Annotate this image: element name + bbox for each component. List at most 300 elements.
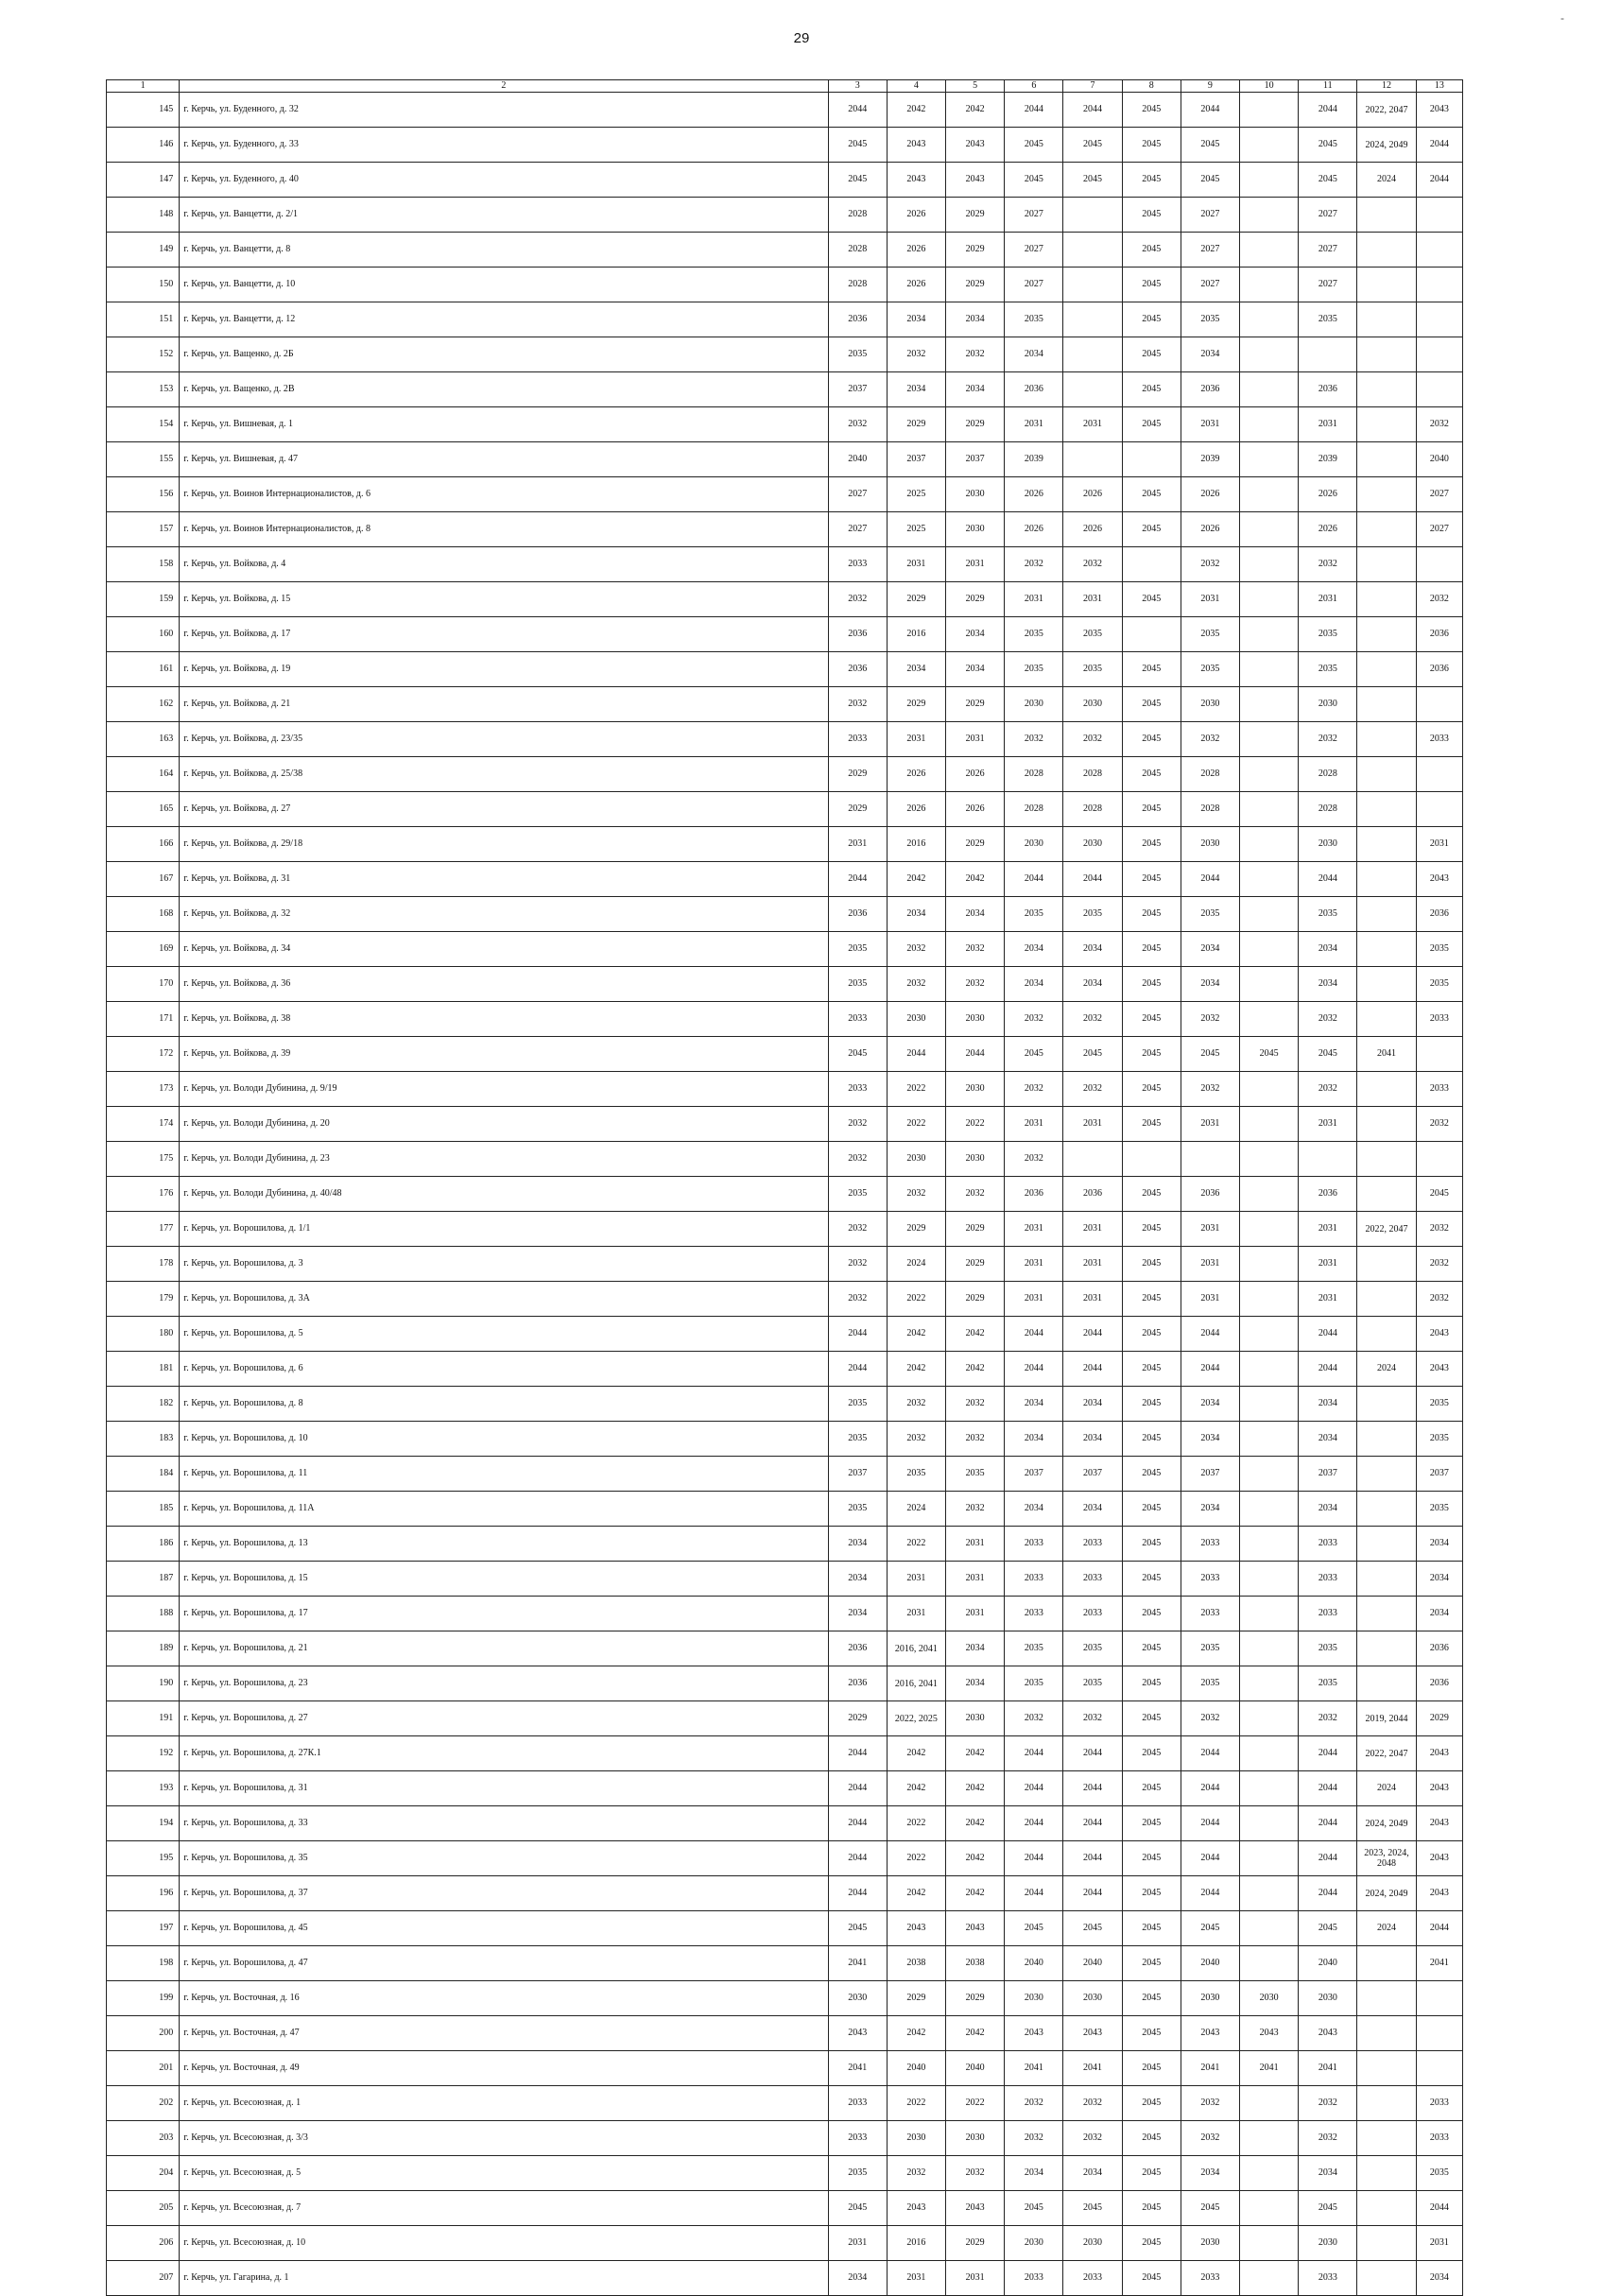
year-cell: 2045	[828, 2191, 887, 2226]
row-number-cell: 197	[107, 1911, 180, 1946]
year-cell: 2032	[946, 1177, 1005, 1212]
year-cell: 2035	[828, 1492, 887, 1527]
year-cell: 2045	[1122, 1457, 1181, 1492]
year-cell: 2019, 2044	[1357, 1701, 1416, 1736]
table-row	[107, 547, 1463, 582]
year-cell: 2031	[946, 1562, 1005, 1597]
year-cell: 2040	[1299, 1946, 1357, 1981]
year-cell: 2035	[1181, 1666, 1239, 1701]
table-row	[107, 897, 1463, 932]
year-cell: 2026	[1299, 512, 1357, 547]
year-cell: 2045	[1122, 1806, 1181, 1841]
year-cell: 2035	[1299, 1666, 1357, 1701]
table-row	[107, 407, 1463, 442]
address-cell: г. Керчь, ул. Ворошилова, д. 10	[180, 1422, 828, 1457]
year-cell: 2045	[1122, 163, 1181, 198]
year-cell: 2033	[828, 2086, 887, 2121]
year-cell: 2044	[1005, 1841, 1063, 1876]
address-cell: г. Керчь, ул. Ворошилова, д. 23	[180, 1666, 828, 1701]
year-cell: 2028	[1005, 757, 1063, 792]
year-cell	[1122, 442, 1181, 477]
year-cell: 2032	[1181, 2121, 1239, 2156]
year-cell: 2044	[887, 1037, 945, 1072]
year-cell: 2032	[1005, 547, 1063, 582]
year-cell: 2032	[1299, 547, 1357, 582]
year-cell	[1240, 1736, 1299, 1771]
year-cell: 2040	[1416, 442, 1462, 477]
year-cell: 2030	[946, 1072, 1005, 1107]
year-cell: 2027	[1005, 268, 1063, 302]
year-cell: 2044	[1299, 1771, 1357, 1806]
year-cell: 2032	[1416, 407, 1462, 442]
year-cell: 2029	[946, 1247, 1005, 1282]
year-cell	[1357, 1072, 1416, 1107]
address-cell: г. Керчь, ул. Войкова, д. 19	[180, 652, 828, 687]
year-cell: 2028	[828, 233, 887, 268]
year-cell: 2034	[1063, 967, 1122, 1002]
year-cell: 2034	[1181, 932, 1239, 967]
year-cell	[1240, 407, 1299, 442]
table-row	[107, 372, 1463, 407]
year-cell: 2032	[1005, 2121, 1063, 2156]
table-row	[107, 2121, 1463, 2156]
year-cell: 2045	[1122, 1282, 1181, 1317]
year-cell: 2031	[946, 1527, 1005, 1562]
address-cell: г. Керчь, ул. Ващенко, д. 2В	[180, 372, 828, 407]
year-cell: 2045	[1063, 163, 1122, 198]
table-row	[107, 1072, 1463, 1107]
year-cell: 2042	[946, 1841, 1005, 1876]
year-cell: 2044	[1063, 1841, 1122, 1876]
year-cell: 2032	[828, 1282, 887, 1317]
year-cell: 2034	[1005, 337, 1063, 372]
row-number-cell: 159	[107, 582, 180, 617]
year-cell: 2032	[1063, 547, 1122, 582]
year-cell: 2036	[1416, 652, 1462, 687]
year-cell: 2037	[887, 442, 945, 477]
table-row	[107, 792, 1463, 827]
year-cell: 2043	[946, 163, 1005, 198]
year-cell: 2034	[887, 372, 945, 407]
year-cell: 2034	[1299, 1492, 1357, 1527]
year-cell: 2042	[946, 2016, 1005, 2051]
year-cell	[1357, 792, 1416, 827]
year-cell: 2034	[1063, 932, 1122, 967]
year-cell	[1240, 512, 1299, 547]
column-header-1: 1	[107, 80, 180, 93]
year-cell: 2033	[1181, 1562, 1239, 1597]
year-cell: 2033	[1299, 1597, 1357, 1631]
year-cell	[1357, 1107, 1416, 1142]
year-cell: 2031	[1181, 1107, 1239, 1142]
year-cell	[1240, 1387, 1299, 1422]
year-cell: 2045	[1122, 1247, 1181, 1282]
year-cell	[1357, 1387, 1416, 1422]
row-number-cell: 175	[107, 1142, 180, 1177]
year-cell: 2045	[1122, 1212, 1181, 1247]
year-cell: 2030	[1005, 827, 1063, 862]
year-cell: 2026	[946, 792, 1005, 827]
year-cell	[1357, 2156, 1416, 2191]
address-cell: г. Керчь, ул. Вишневая, д. 47	[180, 442, 828, 477]
year-cell: 2034	[946, 617, 1005, 652]
year-cell	[1240, 1701, 1299, 1736]
year-cell: 2044	[1063, 1876, 1122, 1911]
year-cell: 2031	[828, 827, 887, 862]
year-cell: 2045	[1122, 1981, 1181, 2016]
year-cell: 2044	[1299, 1841, 1357, 1876]
year-cell	[1240, 1422, 1299, 1457]
address-cell: г. Керчь, ул. Ворошилова, д. 6	[180, 1352, 828, 1387]
table-row	[107, 932, 1463, 967]
year-cell	[1240, 128, 1299, 163]
year-cell: 2045	[1122, 1177, 1181, 1212]
table-body	[107, 93, 1463, 2296]
year-cell	[1357, 1666, 1416, 1701]
year-cell: 2044	[1299, 1317, 1357, 1352]
year-cell: 2032	[1005, 1142, 1063, 1177]
year-cell	[1357, 407, 1416, 442]
year-cell: 2029	[887, 687, 945, 722]
address-cell: г. Керчь, ул. Войкова, д. 15	[180, 582, 828, 617]
year-cell: 2031	[1005, 582, 1063, 617]
year-cell: 2016	[887, 2226, 945, 2261]
year-cell: 2045	[1299, 1911, 1357, 1946]
year-cell: 2034	[1181, 2156, 1239, 2191]
year-cell: 2041	[828, 2051, 887, 2086]
address-cell: г. Керчь, ул. Всесоюзная, д. 3/3	[180, 2121, 828, 2156]
year-cell: 2031	[887, 1597, 945, 1631]
table-row	[107, 1527, 1463, 1562]
year-cell: 2044	[1005, 1317, 1063, 1352]
year-cell	[1357, 198, 1416, 233]
year-cell: 2035	[1005, 1631, 1063, 1666]
row-number-cell: 150	[107, 268, 180, 302]
year-cell: 2027	[828, 477, 887, 512]
year-cell	[1240, 1597, 1299, 1631]
year-cell	[1240, 722, 1299, 757]
year-cell: 2036	[1416, 897, 1462, 932]
year-cell: 2044	[828, 1317, 887, 1352]
year-cell: 2034	[1299, 967, 1357, 1002]
year-cell: 2045	[1122, 582, 1181, 617]
year-cell: 2044	[1063, 862, 1122, 897]
year-cell: 2033	[1299, 1527, 1357, 1562]
year-cell: 2045	[828, 1911, 887, 1946]
year-cell: 2030	[946, 1002, 1005, 1037]
year-cell: 2016, 2041	[887, 1666, 945, 1701]
year-cell	[1240, 233, 1299, 268]
year-cell: 2027	[1299, 268, 1357, 302]
year-cell: 2033	[1416, 2121, 1462, 2156]
year-cell: 2034	[828, 1527, 887, 1562]
table-row	[107, 1597, 1463, 1631]
year-cell: 2045	[1122, 1911, 1181, 1946]
table-row	[107, 302, 1463, 337]
year-cell: 2042	[887, 1317, 945, 1352]
year-cell: 2045	[1122, 1352, 1181, 1387]
year-cell: 2032	[887, 1422, 945, 1457]
year-cell	[1357, 1457, 1416, 1492]
year-cell	[1357, 1177, 1416, 1212]
year-cell: 2033	[1005, 2261, 1063, 2296]
year-cell: 2030	[1299, 827, 1357, 862]
year-cell: 2035	[828, 932, 887, 967]
year-cell	[1416, 372, 1462, 407]
year-cell: 2030	[887, 2121, 945, 2156]
row-number-cell: 156	[107, 477, 180, 512]
year-cell: 2031	[887, 547, 945, 582]
year-cell: 2029	[828, 792, 887, 827]
year-cell: 2035	[1181, 897, 1239, 932]
year-cell	[1357, 1631, 1416, 1666]
year-cell: 2043	[1416, 1317, 1462, 1352]
year-cell: 2026	[946, 757, 1005, 792]
year-cell: 2030	[1181, 2226, 1239, 2261]
year-cell: 2032	[1299, 1002, 1357, 1037]
year-cell: 2045	[1122, 2051, 1181, 2086]
year-cell: 2032	[1005, 1701, 1063, 1736]
year-cell: 2035	[887, 1457, 945, 1492]
year-cell	[1299, 1142, 1357, 1177]
table-row	[107, 128, 1463, 163]
year-cell: 2043	[1181, 2016, 1239, 2051]
year-cell: 2045	[1122, 2016, 1181, 2051]
year-cell: 2045	[1063, 2191, 1122, 2226]
year-cell: 2035	[828, 1177, 887, 1212]
year-cell: 2035	[1299, 1631, 1357, 1666]
year-cell: 2045	[828, 1037, 887, 1072]
year-cell: 2030	[1005, 1981, 1063, 2016]
year-cell: 2045	[1005, 2191, 1063, 2226]
year-cell: 2034	[1299, 1387, 1357, 1422]
year-cell: 2045	[1063, 128, 1122, 163]
year-cell: 2045	[1416, 1177, 1462, 1212]
row-number-cell: 145	[107, 93, 180, 128]
address-cell: г. Керчь, ул. Ворошилова, д. 31	[180, 1771, 828, 1806]
year-cell: 2033	[1181, 2261, 1239, 2296]
year-cell: 2024, 2049	[1357, 1876, 1416, 1911]
row-number-cell: 193	[107, 1771, 180, 1806]
year-cell: 2032	[828, 1107, 887, 1142]
table-row	[107, 862, 1463, 897]
year-cell	[1416, 337, 1462, 372]
address-cell: г. Керчь, ул. Восточная, д. 47	[180, 2016, 828, 2051]
year-cell	[1357, 1002, 1416, 1037]
year-cell: 2044	[828, 1841, 887, 1876]
year-cell: 2033	[1299, 2261, 1357, 2296]
address-cell: г. Керчь, ул. Ворошилова, д. 11	[180, 1457, 828, 1492]
year-cell: 2034	[1181, 337, 1239, 372]
year-cell: 2029	[946, 1282, 1005, 1317]
table-row	[107, 1806, 1463, 1841]
year-cell: 2030	[1063, 1981, 1122, 2016]
year-cell: 2032	[946, 1422, 1005, 1457]
year-cell	[1357, 617, 1416, 652]
year-cell: 2044	[1416, 128, 1462, 163]
year-cell: 2045	[1122, 198, 1181, 233]
year-cell: 2032	[1181, 2086, 1239, 2121]
year-cell: 2045	[1122, 792, 1181, 827]
year-cell: 2034	[1416, 2261, 1462, 2296]
header-row	[107, 80, 1463, 93]
year-cell: 2025	[887, 512, 945, 547]
year-cell: 2041	[1063, 2051, 1122, 2086]
row-number-cell: 180	[107, 1317, 180, 1352]
year-cell: 2044	[1416, 163, 1462, 198]
year-cell: 2030	[1181, 687, 1239, 722]
year-cell: 2034	[946, 1631, 1005, 1666]
year-cell: 2022	[887, 1282, 945, 1317]
year-cell: 2032	[828, 687, 887, 722]
year-cell	[1240, 1666, 1299, 1701]
year-cell	[1357, 932, 1416, 967]
year-cell: 2042	[946, 1317, 1005, 1352]
year-cell: 2033	[1416, 1072, 1462, 1107]
table-row	[107, 1177, 1463, 1212]
year-cell: 2026	[887, 792, 945, 827]
table-row	[107, 1631, 1463, 1666]
year-cell: 2022, 2047	[1357, 1212, 1416, 1247]
year-cell: 2033	[1416, 2086, 1462, 2121]
year-cell: 2044	[1063, 1352, 1122, 1387]
year-cell	[1240, 1282, 1299, 1317]
year-cell: 2043	[1299, 2016, 1357, 2051]
year-cell: 2025	[887, 477, 945, 512]
row-number-cell: 183	[107, 1422, 180, 1457]
year-cell: 2042	[887, 1736, 945, 1771]
row-number-cell: 171	[107, 1002, 180, 1037]
address-cell: г. Керчь, ул. Войкова, д. 23/35	[180, 722, 828, 757]
year-cell: 2034	[1005, 1492, 1063, 1527]
row-number-cell: 190	[107, 1666, 180, 1701]
row-number-cell: 191	[107, 1701, 180, 1736]
year-cell: 2031	[1005, 1212, 1063, 1247]
year-cell	[1063, 233, 1122, 268]
year-cell	[1122, 1142, 1181, 1177]
year-cell: 2029	[946, 233, 1005, 268]
year-cell	[1063, 372, 1122, 407]
year-cell: 2030	[946, 2121, 1005, 2156]
year-cell: 2045	[1122, 512, 1181, 547]
year-cell: 2030	[1063, 827, 1122, 862]
year-cell: 2042	[946, 1771, 1005, 1806]
row-number-cell: 200	[107, 2016, 180, 2051]
year-cell: 2029	[946, 198, 1005, 233]
address-cell: г. Керчь, ул. Ворошилова, д. 11А	[180, 1492, 828, 1527]
address-cell: г. Керчь, ул. Ворошилова, д. 21	[180, 1631, 828, 1666]
year-cell: 2029	[887, 1981, 945, 2016]
year-cell: 2026	[1181, 512, 1239, 547]
year-cell: 2027	[1181, 198, 1239, 233]
year-cell: 2045	[1181, 2191, 1239, 2226]
year-cell	[1240, 337, 1299, 372]
address-cell: г. Керчь, ул. Буденного, д. 32	[180, 93, 828, 128]
year-cell: 2045	[1181, 128, 1239, 163]
year-cell: 2032	[1416, 1247, 1462, 1282]
year-cell: 2044	[828, 1876, 887, 1911]
year-cell: 2044	[1181, 862, 1239, 897]
year-cell: 2034	[1063, 1422, 1122, 1457]
year-cell: 2032	[828, 582, 887, 617]
table-row	[107, 1142, 1463, 1177]
year-cell: 2044	[828, 1771, 887, 1806]
year-cell: 2037	[1063, 1457, 1122, 1492]
year-cell: 2031	[1005, 1107, 1063, 1142]
year-cell: 2032	[1416, 582, 1462, 617]
address-cell: г. Керчь, ул. Буденного, д. 40	[180, 163, 828, 198]
year-cell: 2037	[1416, 1457, 1462, 1492]
year-cell: 2024	[1357, 1911, 1416, 1946]
year-cell: 2034	[828, 1562, 887, 1597]
year-cell: 2031	[1181, 407, 1239, 442]
year-cell	[1357, 547, 1416, 582]
year-cell: 2033	[1181, 1527, 1239, 1562]
year-cell: 2034	[1416, 1597, 1462, 1631]
year-cell: 2030	[1063, 2226, 1122, 2261]
column-header-10: 10	[1240, 80, 1299, 93]
year-cell: 2040	[1005, 1946, 1063, 1981]
year-cell: 2045	[1122, 372, 1181, 407]
year-cell: 2032	[1005, 722, 1063, 757]
table-row	[107, 2261, 1463, 2296]
year-cell: 2035	[828, 1387, 887, 1422]
year-cell	[1357, 722, 1416, 757]
column-header-8: 8	[1122, 80, 1181, 93]
year-cell: 2022	[887, 1527, 945, 1562]
year-cell	[1240, 2261, 1299, 2296]
year-cell	[1357, 233, 1416, 268]
year-cell	[1063, 268, 1122, 302]
year-cell: 2032	[1005, 1072, 1063, 1107]
year-cell	[1416, 547, 1462, 582]
year-cell: 2031	[887, 2261, 945, 2296]
year-cell: 2034	[1063, 1492, 1122, 1527]
year-cell: 2036	[1416, 1666, 1462, 1701]
year-cell: 2045	[1122, 757, 1181, 792]
year-cell: 2022	[887, 1806, 945, 1841]
year-cell: 2043	[946, 128, 1005, 163]
year-cell: 2032	[887, 1177, 945, 1212]
year-cell: 2031	[1299, 407, 1357, 442]
year-cell: 2034	[946, 652, 1005, 687]
table-row	[107, 1002, 1463, 1037]
table-row	[107, 722, 1463, 757]
year-cell: 2045	[1122, 652, 1181, 687]
year-cell: 2024, 2049	[1357, 128, 1416, 163]
year-cell	[1357, 2086, 1416, 2121]
year-cell: 2034	[946, 897, 1005, 932]
year-cell: 2036	[1416, 617, 1462, 652]
year-cell: 2034	[1005, 1387, 1063, 1422]
year-cell: 2045	[1181, 1911, 1239, 1946]
year-cell: 2029	[887, 582, 945, 617]
year-cell	[1240, 967, 1299, 1002]
year-cell	[1299, 337, 1357, 372]
address-cell: г. Керчь, ул. Всесоюзная, д. 7	[180, 2191, 828, 2226]
year-cell: 2033	[828, 1072, 887, 1107]
year-cell: 2022	[946, 2086, 1005, 2121]
year-cell	[1240, 2121, 1299, 2156]
year-cell	[1357, 512, 1416, 547]
year-cell: 2030	[946, 477, 1005, 512]
year-cell	[1240, 1107, 1299, 1142]
year-cell: 2045	[1122, 687, 1181, 722]
year-cell: 2034	[887, 652, 945, 687]
year-cell	[1240, 163, 1299, 198]
year-cell	[1357, 268, 1416, 302]
year-cell: 2036	[828, 652, 887, 687]
